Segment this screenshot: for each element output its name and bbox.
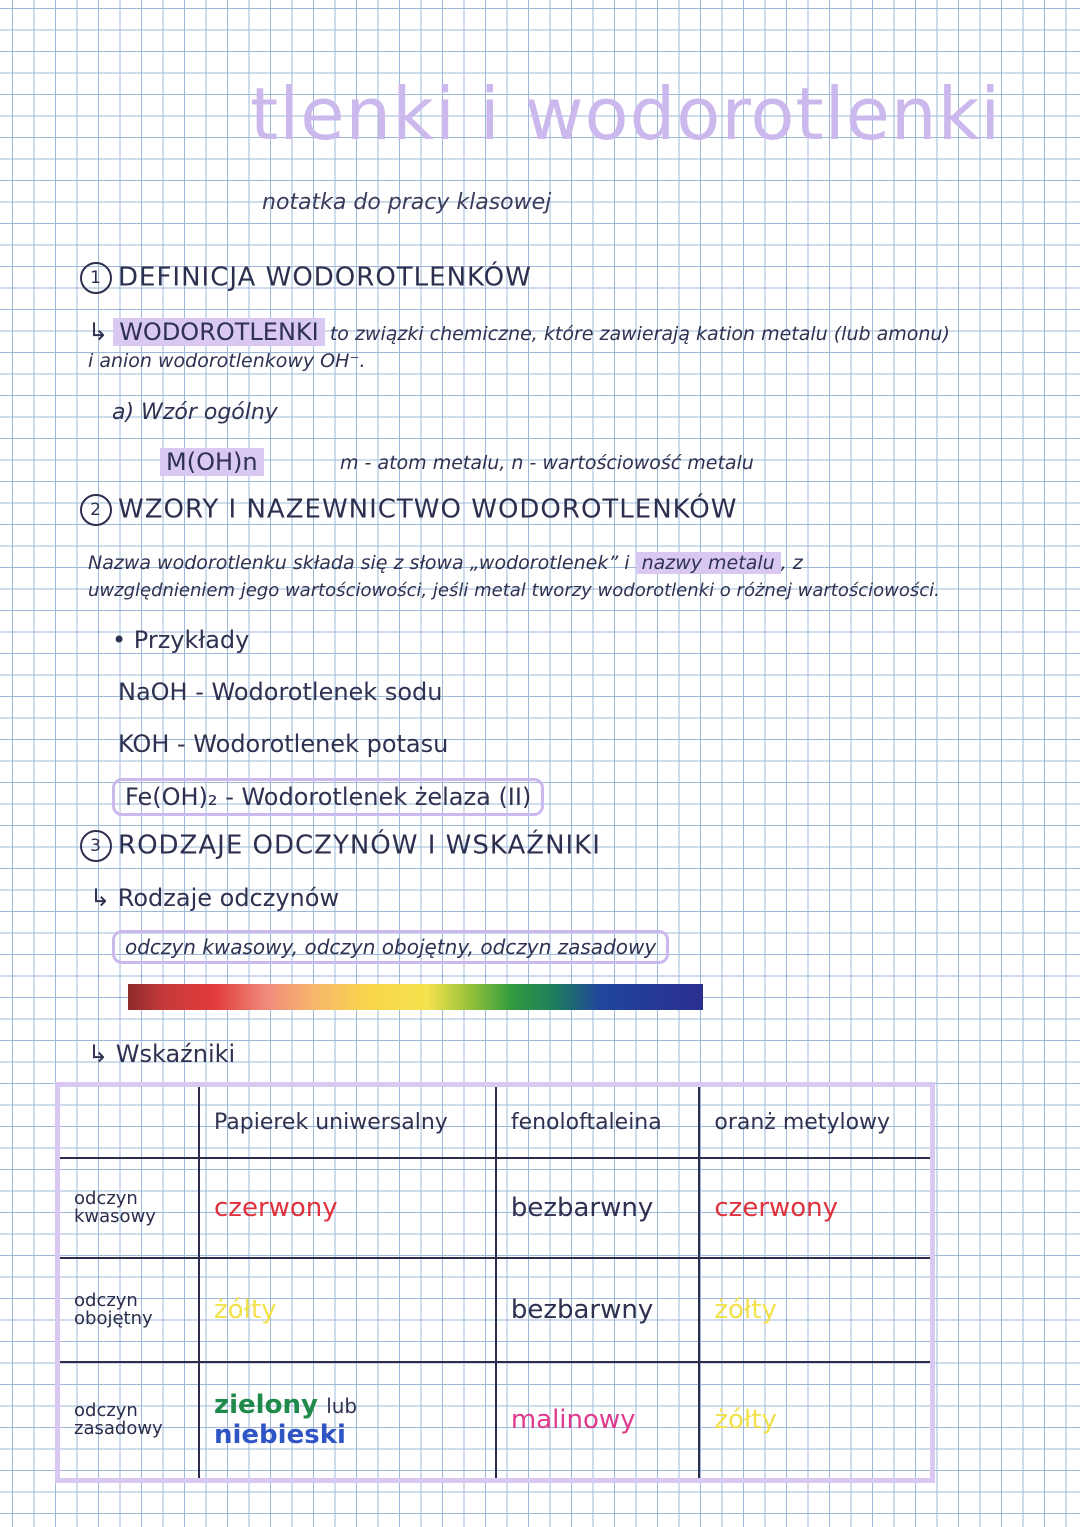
naming-rule-line-1	[88, 552, 803, 574]
example-name: - Wodorotlenek żelaza (II)	[225, 783, 532, 811]
section-number: 2	[80, 494, 112, 526]
formula-note: m - atom metalu, n - wartościowość metalu	[340, 452, 754, 474]
table-cell: żółty	[699, 1258, 932, 1362]
example-formula: NaOH	[118, 678, 188, 706]
example-row	[118, 730, 448, 758]
example-formula: KOH	[118, 730, 170, 758]
indicators-label-row	[88, 1040, 235, 1068]
section-number: 1	[80, 262, 112, 294]
rule-text: Nazwa wodorotlenku składa się z słowa „wodorotlenek” i	[88, 552, 630, 574]
table-cell	[199, 1362, 496, 1480]
table-corner	[58, 1085, 200, 1159]
section-1-heading	[80, 262, 532, 294]
section-title: DEFINICJA WODOROTLENKÓW	[118, 262, 532, 293]
general-formula: M(OH)n	[160, 448, 264, 476]
indicators-label: Wskaźniki	[115, 1040, 236, 1068]
page-title: tlenki i wodorotlenki	[250, 72, 1002, 156]
section-title: RODZAJE ODCZYNÓW I WSKAŹNIKI	[118, 830, 601, 861]
row-label: odczyn zasadowy	[58, 1362, 200, 1480]
cell-green: zielony	[214, 1390, 318, 1421]
column-header: Papierek uniwersalny	[199, 1085, 496, 1159]
row-label: odczyn kwasowy	[58, 1158, 200, 1258]
kinds-label: Rodzaje odczynów	[117, 884, 340, 912]
section-number: 3	[80, 830, 112, 862]
example-row	[118, 678, 442, 706]
rule-highlight: nazwy metalu	[636, 552, 781, 574]
row-label: odczyn obojętny	[58, 1258, 200, 1362]
example-name: - Wodorotlenek potasu	[177, 730, 449, 758]
definition-line-1	[88, 318, 950, 346]
kinds-label-row	[90, 884, 339, 912]
example-formula: Fe(OH)₂	[125, 783, 218, 811]
table-cell: bezbarwny	[496, 1258, 700, 1362]
page-subtitle: notatka do pracy klasowej	[262, 190, 552, 215]
table-cell: żółty	[199, 1258, 496, 1362]
section-title: WZORY I NAZEWNICTWO WODOROTLENKÓW	[118, 494, 738, 525]
cell-blue: niebieski	[214, 1420, 346, 1451]
table-cell: czerwony	[199, 1158, 496, 1258]
definition-line-2: i anion wodorotlenkowy OH⁻.	[88, 350, 366, 372]
table-cell: czerwony	[699, 1158, 932, 1258]
table-cell: żółty	[699, 1362, 932, 1480]
section-3-heading	[80, 830, 601, 862]
definition-text: to związki chemiczne, które zawierają kation metalu (lub amonu)	[329, 323, 950, 345]
section-2-heading	[80, 494, 737, 526]
arrow-icon: ↳	[88, 1040, 109, 1068]
table-header-row	[58, 1085, 933, 1159]
table-row	[58, 1158, 933, 1258]
definition-term: WODOROTLENKI	[113, 318, 325, 346]
naming-rule-line-2: uwzględnieniem jego wartościowości, jeśli metal tworzy wodorotlenki o różnej wartościowości.	[88, 580, 940, 601]
ph-color-scale	[128, 984, 703, 1010]
kinds-list: odczyn kwasowy, odczyn obojętny, odczyn zasadowy	[112, 930, 669, 964]
rule-text-end: , z	[780, 552, 803, 574]
cell-or: lub	[326, 1394, 358, 1419]
example-row-boxed	[112, 778, 544, 816]
table-row	[58, 1362, 933, 1480]
table-row	[58, 1258, 933, 1362]
arrow-icon: ↳	[90, 884, 111, 912]
formula-label: a) Wzór ogólny	[112, 400, 278, 425]
examples-label: • Przykłady	[112, 626, 250, 654]
column-header: oranż metylowy	[699, 1085, 932, 1159]
column-header: fenoloftaleina	[496, 1085, 700, 1159]
arrow-icon: ↳	[88, 318, 109, 346]
table-cell: malinowy	[496, 1362, 700, 1480]
indicators-table	[55, 1082, 935, 1483]
example-name: - Wodorotlenek sodu	[195, 678, 443, 706]
table-cell: bezbarwny	[496, 1158, 700, 1258]
